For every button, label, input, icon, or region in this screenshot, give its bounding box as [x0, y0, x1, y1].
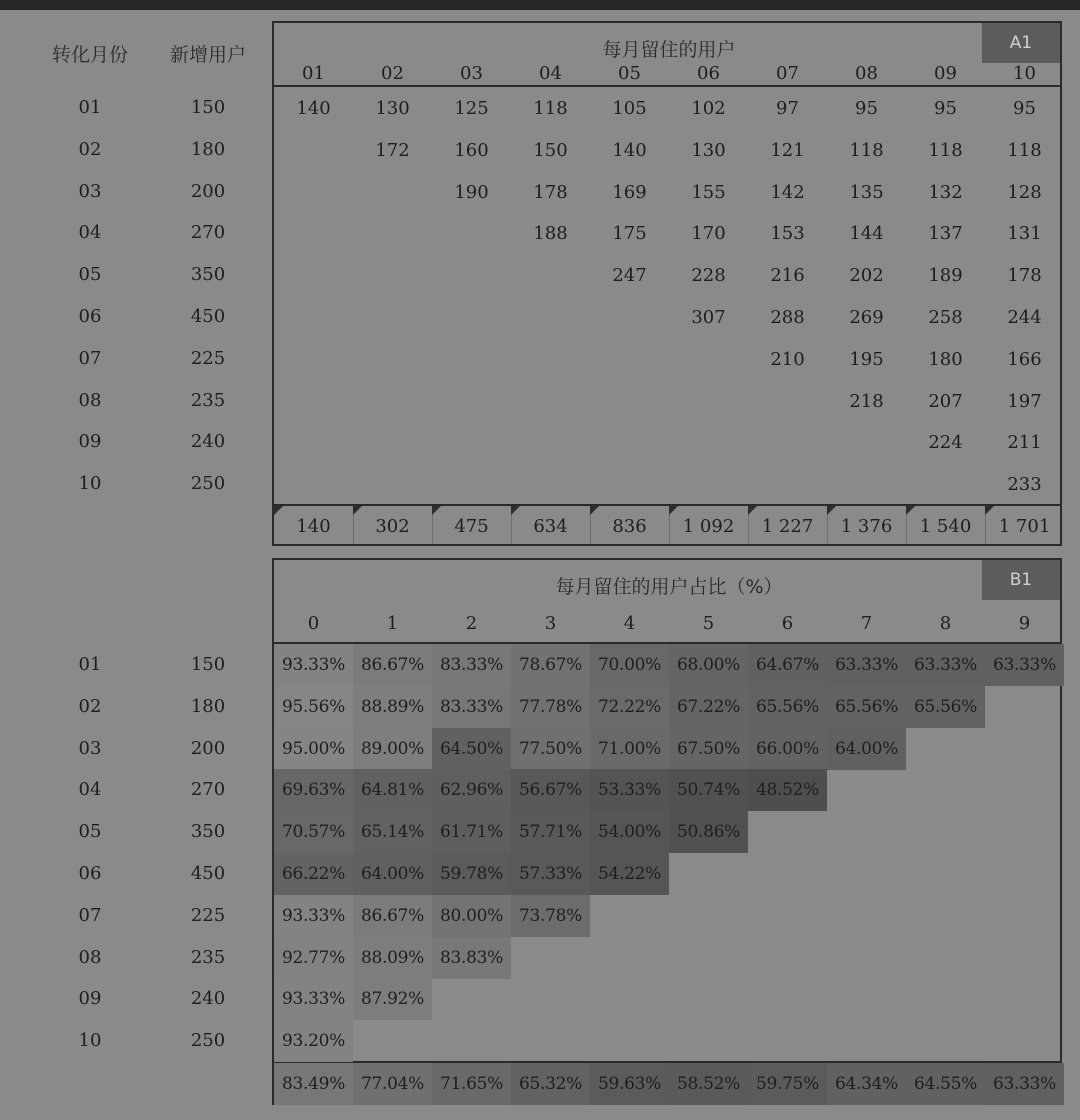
retention-total-cell: 64.55% [906, 1063, 985, 1105]
retained-count-cell: 118 [1007, 139, 1042, 161]
retention-rate-cell: 59.78% [432, 853, 511, 895]
month-label: 01 [78, 654, 102, 675]
retention-rate-cell: 87.92% [353, 978, 432, 1020]
retention-rate-cell: 95.00% [274, 728, 353, 770]
new-users-value: 250 [190, 473, 226, 495]
panel-a-header-rule [274, 85, 1060, 87]
retained-count-cell: 166 [1007, 348, 1042, 370]
retention-rate-cell: 95.56% [274, 686, 353, 728]
retention-rate-cell: 65.56% [906, 686, 985, 728]
new-users-value: 235 [190, 389, 226, 411]
panel-b-column-header: 8 [939, 613, 952, 634]
retention-rate-cell: 61.71% [432, 811, 511, 853]
retained-count-cell: 130 [691, 139, 726, 161]
retention-rate-cell: 69.63% [274, 769, 353, 811]
retention-rate-cell: 63.33% [827, 644, 906, 686]
header-new-users: 新增用户 [169, 44, 246, 66]
retention-rate-cell: 53.33% [590, 769, 669, 811]
month-label: 03 [78, 180, 102, 202]
panel-a-column-header: 10 [1013, 63, 1036, 84]
panel-a-column-header: 02 [381, 63, 404, 84]
retained-total-cell: 634 [533, 516, 568, 537]
retention-rate-cell: 93.33% [274, 644, 353, 686]
panel-a-column-header: 08 [855, 63, 878, 84]
retention-rate-cell: 88.09% [353, 937, 432, 979]
retention-rate-cell: 77.78% [511, 686, 590, 728]
month-label: 04 [78, 779, 102, 801]
total-corner-marker [985, 506, 994, 515]
retained-count-cell: 135 [849, 181, 884, 203]
retention-total-cell: 65.32% [511, 1063, 590, 1105]
retained-count-cell: 128 [1007, 181, 1042, 203]
month-label: 09 [78, 988, 102, 1010]
new-users-value: 270 [190, 779, 226, 801]
retained-count-cell: 153 [770, 223, 805, 245]
retention-rate-cell: 63.33% [985, 644, 1064, 686]
retained-count-cell: 207 [928, 390, 963, 412]
retention-rate-cell: 67.50% [669, 728, 748, 770]
retained-count-cell: 202 [849, 265, 884, 287]
panel-a-column-header: 03 [460, 63, 483, 84]
new-users-value: 200 [190, 180, 226, 202]
retention-total-cell: 59.63% [590, 1063, 669, 1105]
panel-b-column-header: 5 [702, 613, 715, 634]
top-bar [0, 0, 1080, 10]
total-corner-marker [669, 506, 678, 515]
new-users-value: 200 [190, 737, 226, 759]
retention-rate-cell: 88.89% [353, 686, 432, 728]
retained-count-cell: 130 [375, 98, 410, 119]
retained-total-cell: 140 [296, 516, 331, 537]
retention-rate-cell: 86.67% [353, 644, 432, 686]
retained-count-cell: 118 [849, 139, 884, 161]
retained-count-cell: 216 [770, 265, 805, 287]
panel-retained-users [272, 21, 1062, 546]
retained-count-cell: 140 [612, 139, 647, 161]
new-users-value: 350 [190, 821, 226, 843]
retained-count-cell: 131 [1007, 223, 1042, 245]
retained-count-cell: 169 [612, 181, 647, 203]
retention-total-cell: 63.33% [985, 1063, 1064, 1105]
retention-rate-cell: 78.67% [511, 644, 590, 686]
new-users-value: 150 [190, 97, 226, 118]
month-label: 07 [78, 347, 102, 369]
retention-rate-cell: 50.74% [669, 769, 748, 811]
month-label: 04 [78, 222, 102, 244]
retention-rate-cell: 63.33% [906, 644, 985, 686]
retention-rate-cell: 64.81% [353, 769, 432, 811]
retention-rate-cell: 93.20% [274, 1020, 353, 1062]
month-label: 08 [78, 389, 102, 411]
total-corner-marker [353, 506, 362, 515]
panel-b-column-header: 2 [465, 613, 478, 634]
retention-rate-cell: 83.83% [432, 937, 511, 979]
retention-rate-cell: 65.56% [827, 686, 906, 728]
panel-b-column-header: 7 [860, 613, 873, 634]
retained-count-cell: 178 [533, 181, 568, 203]
new-users-value: 450 [190, 306, 226, 327]
new-users-value: 240 [190, 431, 226, 453]
retained-count-cell: 224 [928, 432, 963, 454]
retention-rate-cell: 67.22% [669, 686, 748, 728]
retention-rate-cell: 89.00% [353, 728, 432, 770]
retention-rate-cell: 83.33% [432, 644, 511, 686]
new-users-value: 240 [190, 988, 226, 1010]
retained-count-cell: 228 [691, 265, 726, 287]
retained-count-cell: 195 [849, 348, 884, 370]
panel-b-tag: B1 [982, 560, 1060, 600]
month-label: 10 [78, 473, 102, 495]
retained-count-cell: 218 [849, 390, 884, 412]
header-conversion-month: 转化月份 [51, 44, 128, 66]
new-users-value: 180 [190, 138, 226, 160]
panel-b-column-header: 3 [544, 613, 557, 634]
retained-total-cell: 475 [454, 516, 489, 537]
retained-count-cell: 137 [928, 223, 963, 245]
month-label: 06 [78, 306, 102, 327]
retained-total-cell: 1 376 [840, 516, 893, 537]
panel-a-column-header: 05 [618, 63, 641, 84]
new-users-value: 235 [190, 946, 226, 968]
retained-count-cell: 197 [1007, 390, 1042, 412]
retained-count-cell: 102 [691, 98, 726, 119]
total-corner-marker [511, 506, 520, 515]
retained-count-cell: 180 [928, 348, 963, 370]
new-users-value: 270 [190, 222, 226, 244]
panel-b-column-header: 9 [1018, 613, 1031, 634]
retained-count-cell: 125 [454, 98, 489, 119]
retained-count-cell: 178 [1007, 265, 1042, 287]
retention-rate-cell: 64.50% [432, 728, 511, 770]
month-label: 05 [78, 821, 102, 843]
retention-rate-cell: 80.00% [432, 895, 511, 937]
retained-count-cell: 118 [533, 98, 568, 119]
panel-a-title: 每月留住的用户 [602, 39, 736, 61]
panel-a-column-header: 06 [697, 63, 720, 84]
retained-total-cell: 836 [612, 516, 647, 537]
retained-total-cell: 302 [375, 516, 410, 537]
retained-count-cell: 307 [691, 307, 726, 328]
retention-rate-cell: 62.96% [432, 769, 511, 811]
month-label: 07 [78, 904, 102, 926]
new-users-value: 180 [190, 695, 226, 717]
retained-count-cell: 244 [1007, 307, 1042, 328]
new-users-value: 225 [190, 904, 226, 926]
new-users-value: 225 [190, 347, 226, 369]
retained-count-cell: 190 [454, 181, 489, 203]
retention-rate-cell: 73.78% [511, 895, 590, 937]
retained-count-cell: 288 [770, 307, 805, 328]
retained-total-cell: 1 701 [998, 516, 1051, 537]
retained-count-cell: 188 [533, 223, 568, 245]
total-corner-marker [590, 506, 599, 515]
retention-rate-cell: 93.33% [274, 895, 353, 937]
retained-count-cell: 155 [691, 181, 726, 203]
total-corner-marker [274, 506, 283, 515]
month-label: 09 [78, 431, 102, 453]
retained-count-cell: 150 [533, 139, 568, 161]
retention-rate-cell: 64.00% [353, 853, 432, 895]
retained-total-cell: 1 540 [919, 516, 972, 537]
retention-rate-cell: 86.67% [353, 895, 432, 937]
month-label: 02 [78, 138, 102, 160]
month-label: 03 [78, 737, 102, 759]
panel-b-column-header: 0 [307, 613, 320, 634]
retention-rate-cell: 64.67% [748, 644, 827, 686]
month-label: 06 [78, 863, 102, 884]
retained-total-cell: 1 092 [682, 516, 735, 537]
panel-a-column-header: 07 [776, 63, 799, 84]
new-users-value: 450 [190, 863, 226, 884]
retained-count-cell: 258 [928, 307, 963, 328]
panel-a-column-header: 09 [934, 63, 957, 84]
retention-rate-cell: 65.56% [748, 686, 827, 728]
retention-rate-cell: 57.71% [511, 811, 590, 853]
retention-rate-cell: 48.52% [748, 769, 827, 811]
retained-count-cell: 105 [612, 98, 647, 119]
retention-rate-cell: 93.33% [274, 978, 353, 1020]
retained-count-cell: 95 [1013, 98, 1036, 119]
total-corner-marker [748, 506, 757, 515]
retained-count-cell: 95 [855, 98, 878, 119]
retained-count-cell: 170 [691, 223, 726, 245]
retention-total-cell: 71.65% [432, 1063, 511, 1105]
retention-rate-cell: 50.86% [669, 811, 748, 853]
retention-rate-cell: 56.67% [511, 769, 590, 811]
retention-rate-cell: 65.14% [353, 811, 432, 853]
retention-rate-cell: 54.00% [590, 811, 669, 853]
retention-rate-cell: 64.00% [827, 728, 906, 770]
retention-rate-cell: 92.77% [274, 937, 353, 979]
total-corner-marker [827, 506, 836, 515]
retention-rate-cell: 83.33% [432, 686, 511, 728]
retention-total-cell: 77.04% [353, 1063, 432, 1105]
retention-rate-cell: 57.33% [511, 853, 590, 895]
retained-count-cell: 140 [296, 98, 331, 119]
retention-total-cell: 59.75% [748, 1063, 827, 1105]
retention-rate-cell: 68.00% [669, 644, 748, 686]
retained-count-cell: 247 [612, 265, 647, 287]
panel-a-tag: A1 [982, 23, 1060, 63]
retained-count-cell: 211 [1007, 432, 1042, 454]
new-users-value: 350 [190, 264, 226, 286]
retained-count-cell: 121 [770, 139, 805, 161]
retained-count-cell: 95 [934, 98, 957, 119]
panel-b-column-header: 4 [623, 613, 636, 634]
retained-count-cell: 160 [454, 139, 489, 161]
retention-rate-cell: 72.22% [590, 686, 669, 728]
retention-rate-cell: 66.22% [274, 853, 353, 895]
month-label: 08 [78, 946, 102, 968]
month-label: 10 [78, 1030, 102, 1052]
new-users-value: 250 [190, 1030, 226, 1052]
retention-rate-cell: 66.00% [748, 728, 827, 770]
retained-total-cell: 1 227 [761, 516, 814, 537]
panel-a-column-header: 01 [302, 63, 325, 84]
retention-rate-cell: 77.50% [511, 728, 590, 770]
retained-count-cell: 189 [928, 265, 963, 287]
retained-count-cell: 97 [776, 98, 799, 119]
retention-rate-cell: 70.57% [274, 811, 353, 853]
panel-a-column-header: 04 [539, 63, 562, 84]
retained-count-cell: 118 [928, 139, 963, 161]
month-label: 01 [78, 97, 102, 118]
retention-total-cell: 58.52% [669, 1063, 748, 1105]
panel-a-total-rule [274, 504, 1060, 506]
retention-total-cell: 83.49% [274, 1063, 353, 1105]
total-corner-marker [906, 506, 915, 515]
retention-rate-cell: 54.22% [590, 853, 669, 895]
panel-b-title: 每月留住的用户占比（%） [555, 576, 783, 598]
retention-total-cell: 64.34% [827, 1063, 906, 1105]
retained-count-cell: 142 [770, 181, 805, 203]
month-label: 05 [78, 264, 102, 286]
new-users-value: 150 [190, 654, 226, 675]
panel-retention-rate [272, 558, 1062, 1105]
retained-count-cell: 132 [928, 181, 963, 203]
retained-count-cell: 144 [849, 223, 884, 245]
retained-count-cell: 172 [375, 139, 410, 161]
retained-count-cell: 210 [770, 348, 805, 370]
retained-count-cell: 269 [849, 307, 884, 328]
panel-b-column-header: 1 [386, 613, 399, 634]
month-label: 02 [78, 695, 102, 717]
total-corner-marker [432, 506, 441, 515]
panel-b-column-header: 6 [781, 613, 794, 634]
retention-rate-cell: 71.00% [590, 728, 669, 770]
retention-rate-cell: 70.00% [590, 644, 669, 686]
retained-count-cell: 233 [1007, 474, 1042, 496]
retained-count-cell: 175 [612, 223, 647, 245]
